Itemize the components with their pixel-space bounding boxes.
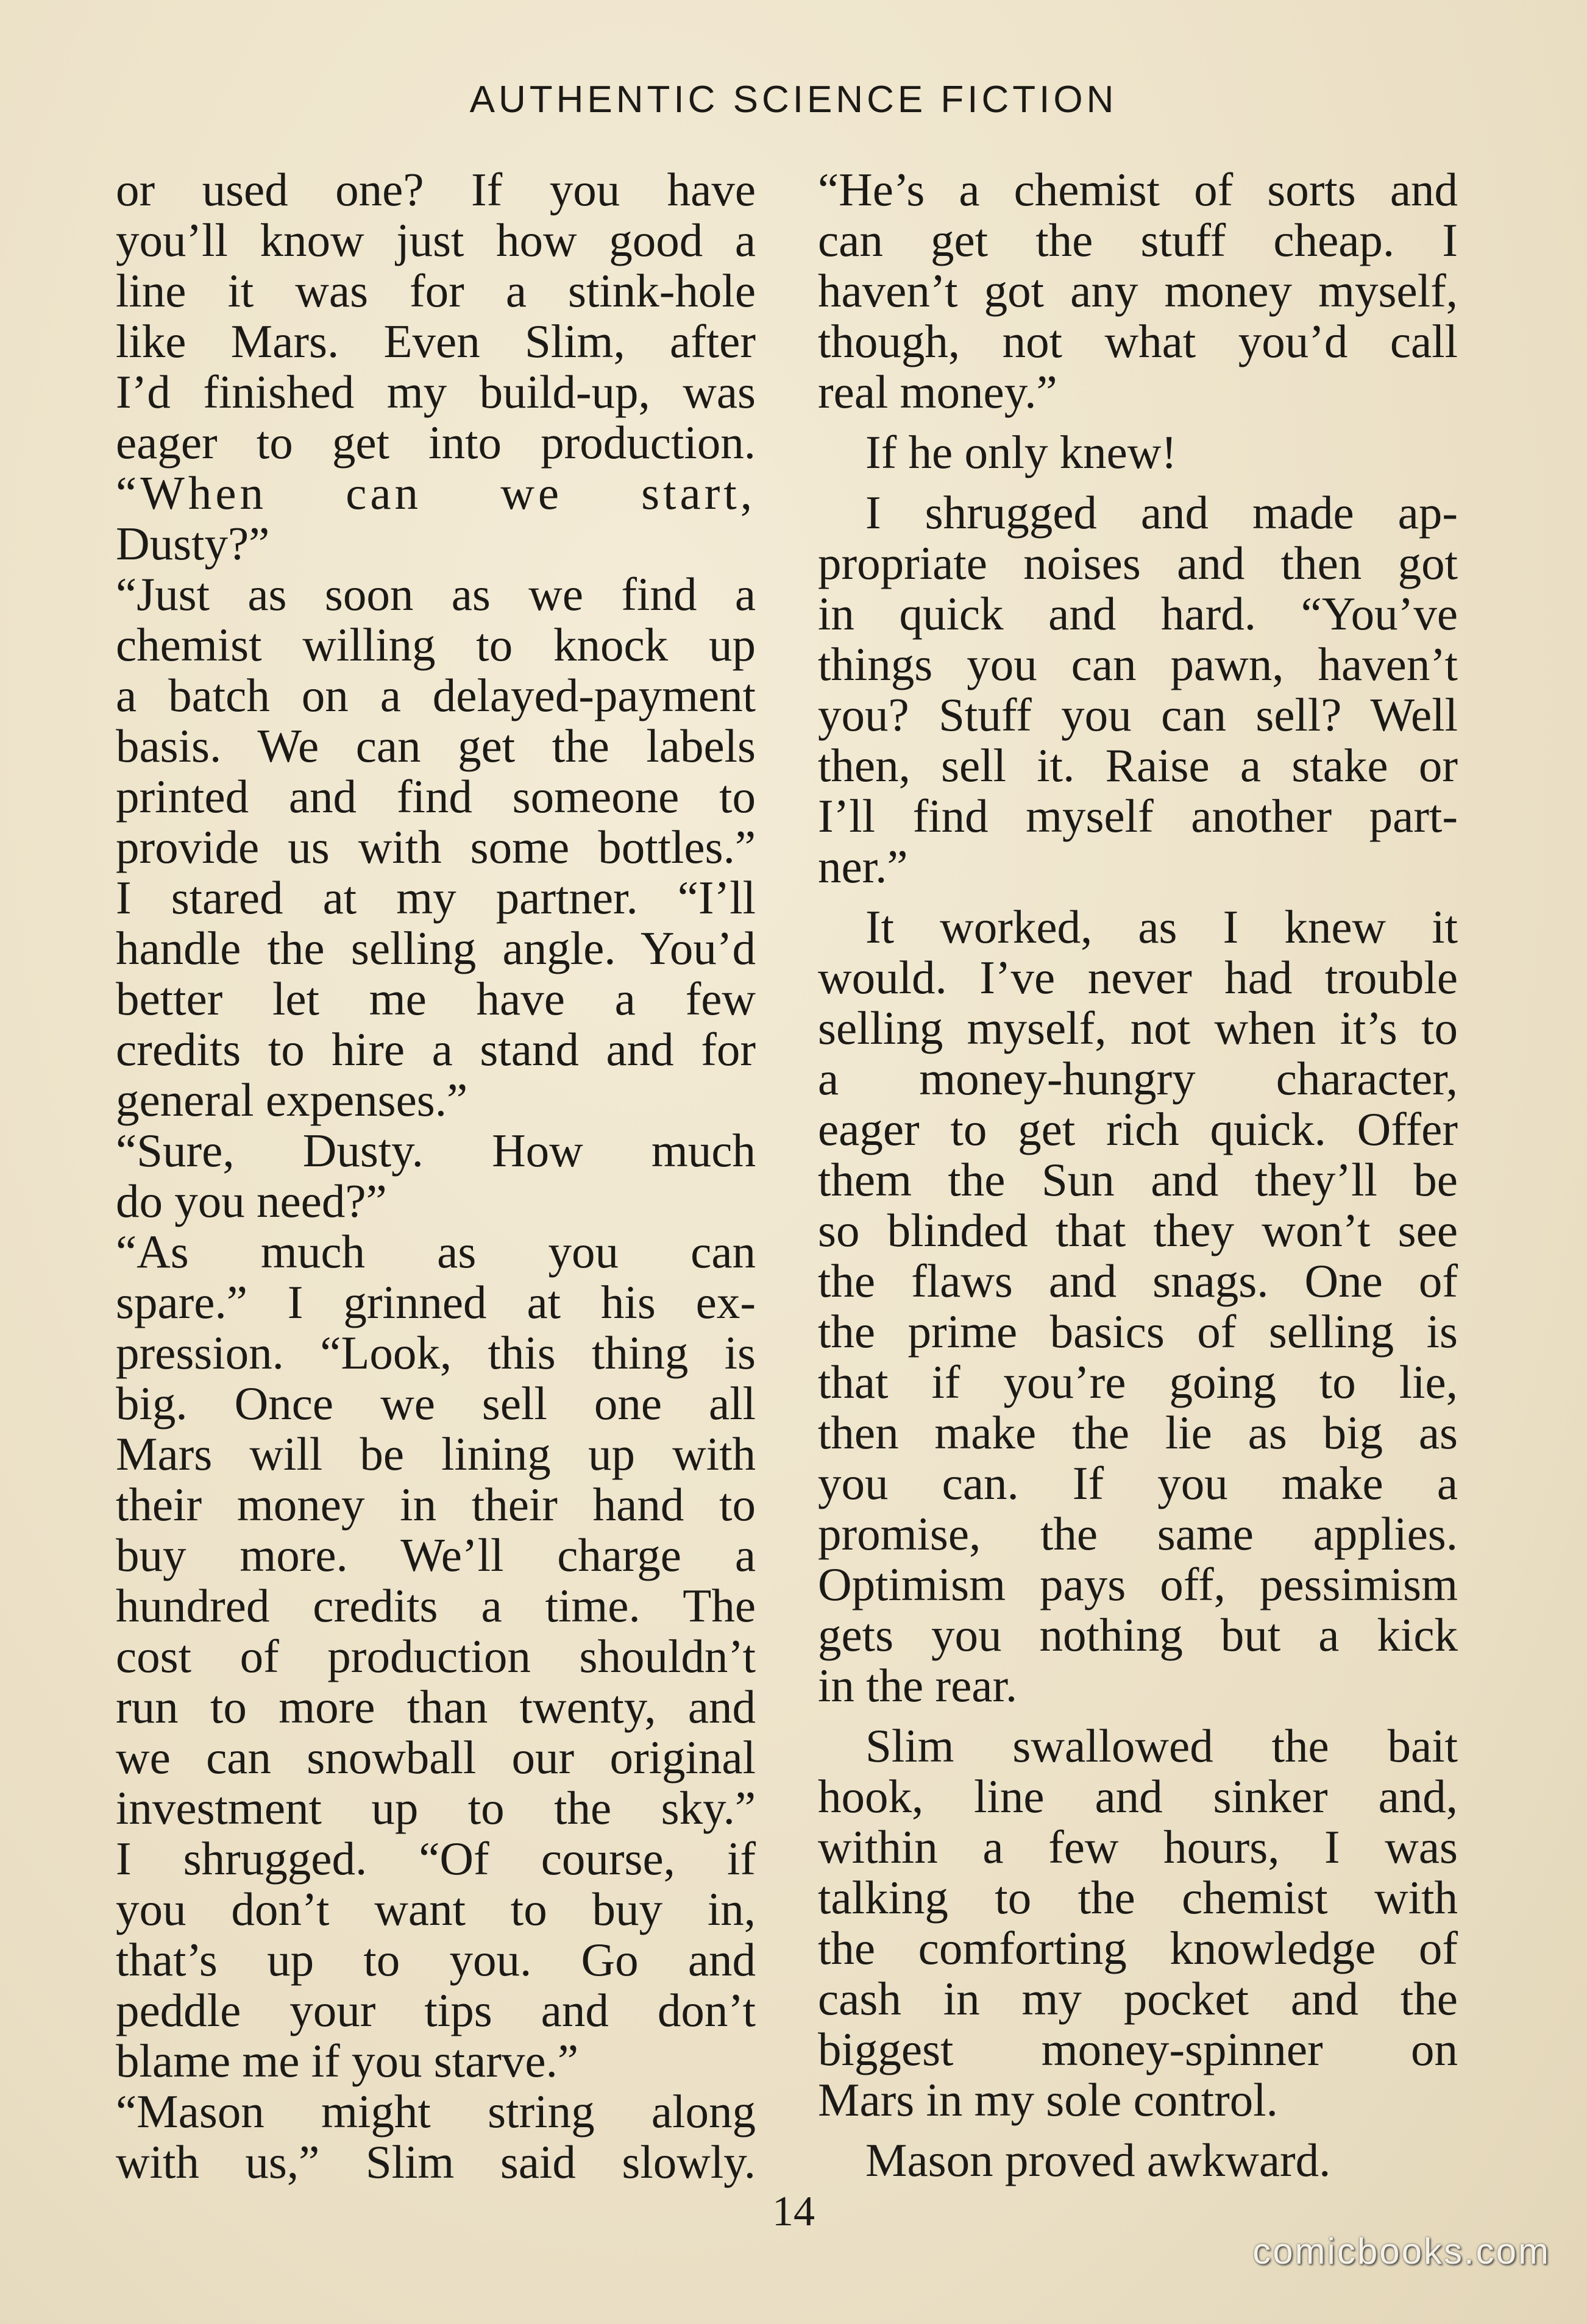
text-line: you’ll know just how good a	[116, 214, 756, 266]
watermark: comicbooks.com	[1252, 2231, 1550, 2272]
text-line: a batch on a delayed-payment	[116, 669, 756, 721]
text-line: “Mason might string along	[116, 2085, 756, 2138]
running-title: AUTHENTIC SCIENCE FICTION	[469, 79, 1118, 121]
left-text-column	[116, 165, 756, 2188]
text-line: peddle your tips and don’t	[116, 1984, 756, 2036]
text-line: spare.” I grinned at his ex-	[116, 1276, 756, 1328]
text-line: the comforting knowledge of	[818, 1922, 1458, 1974]
text-line: credits to hire a stand and for	[116, 1023, 756, 1075]
text-line: I shrugged. “Of course, if	[116, 1832, 756, 1885]
text-line: It worked, as I knew it	[865, 901, 1458, 953]
text-line: biggest money-spinner on	[818, 2023, 1458, 2075]
text-line: line it was for a stink-hole	[116, 264, 756, 317]
text-line: the flaws and snags. One of	[818, 1255, 1458, 1307]
text-line: eager to get into production.	[116, 416, 756, 469]
text-line: pression. “Look, this thing is	[116, 1327, 756, 1379]
text-line: “As much as you can	[116, 1225, 756, 1278]
text-line: in the rear.	[818, 1659, 1018, 1712]
text-line: like Mars. Even Slim, after	[116, 315, 756, 367]
text-line: talking to the chemist with	[818, 1871, 1458, 1924]
text-line: that’s up to you. Go and	[116, 1933, 756, 1986]
text-line: though, not what you’d call	[818, 315, 1458, 367]
text-line: I stared at my partner. “I’ll	[116, 871, 756, 924]
text-line: them the Sun and they’ll be	[818, 1153, 1458, 1206]
text-line: gets you nothing but a kick	[818, 1609, 1458, 1661]
text-line: do you need?”	[116, 1175, 387, 1227]
text-line: eager to get rich quick. Offer	[818, 1103, 1458, 1155]
text-line: cash in my pocket and the	[818, 1972, 1458, 2025]
text-line: general expenses.”	[116, 1074, 468, 1126]
text-line: I’d finished my build-up, was	[116, 366, 756, 418]
text-line: run to more than twenty, and	[116, 1681, 756, 1733]
text-line: basis. We can get the labels	[116, 720, 756, 772]
text-line: with us,” Slim said slowly.	[116, 2136, 756, 2188]
text-line: within a few hours, I was	[818, 1821, 1458, 1873]
text-line: printed and find someone to	[116, 770, 756, 823]
text-line: Mars in my sole control.	[818, 2074, 1278, 2126]
text-line: hundred credits a time. The	[116, 1579, 756, 1632]
text-line: better let me have a few	[116, 972, 756, 1025]
text-line: If he only knew!	[865, 426, 1177, 478]
text-line: blame me if you starve.”	[116, 2035, 579, 2087]
text-line: then make the lie as big as	[818, 1406, 1458, 1459]
text-line: I’ll find myself another part-	[818, 790, 1458, 842]
text-line: that if you’re going to lie,	[818, 1356, 1458, 1408]
text-line: selling myself, not when it’s to	[818, 1002, 1458, 1054]
text-line: “Sure, Dusty. How much	[116, 1124, 756, 1177]
text-line: a money-hungry character,	[818, 1052, 1458, 1105]
text-line: things you can pawn, haven’t	[818, 638, 1458, 690]
text-line: you don’t want to buy in,	[116, 1883, 756, 1935]
text-line: can get the stuff cheap. I	[818, 214, 1458, 266]
text-line: or used one? If you have	[116, 163, 756, 216]
text-line: their money in their hand to	[116, 1478, 756, 1531]
text-line: we can snowball our original	[116, 1731, 756, 1784]
text-line: promise, the same applies.	[818, 1507, 1458, 1560]
text-line: so blinded that they won’t see	[818, 1204, 1458, 1256]
text-line: investment up to the sky.”	[116, 1782, 756, 1834]
text-line: Slim swallowed the bait	[865, 1720, 1458, 1772]
text-line: “He’s a chemist of sorts and	[818, 163, 1458, 216]
text-line: provide us with some bottles.”	[116, 821, 756, 873]
text-line: in quick and hard. “You’ve	[818, 587, 1458, 640]
text-line: haven’t got any money myself,	[818, 264, 1458, 317]
text-line: “When can we start,	[116, 467, 756, 519]
text-line: hook, line and sinker and,	[818, 1770, 1458, 1823]
text-line: you? Stuff you can sell? Well	[818, 689, 1458, 741]
text-line: the prime basics of selling is	[818, 1305, 1458, 1358]
text-line: ner.”	[818, 840, 908, 893]
text-line: “Just as soon as we find a	[116, 568, 756, 620]
right-text-column	[818, 165, 1458, 2186]
text-line: Optimism pays off, pessimism	[818, 1558, 1458, 1610]
text-line: Mason proved awkward.	[865, 2134, 1331, 2186]
text-line: Mars will be lining up with	[116, 1428, 756, 1480]
text-line: then, sell it. Raise a stake or	[818, 739, 1458, 792]
text-line: big. Once we sell one all	[116, 1377, 756, 1429]
text-line: handle the selling angle. You’d	[116, 922, 756, 974]
text-line: you can. If you make a	[818, 1457, 1458, 1509]
text-line: Dusty?”	[116, 517, 270, 570]
text-line: would. I’ve never had trouble	[818, 951, 1458, 1004]
text-line: buy more. We’ll charge a	[116, 1529, 756, 1581]
text-line: cost of production shouldn’t	[116, 1630, 756, 1682]
text-line: I shrugged and made ap-	[865, 486, 1458, 539]
text-line: real money.”	[818, 366, 1057, 418]
page-number: 14	[772, 2188, 815, 2235]
text-line: propriate noises and then got	[818, 537, 1458, 589]
text-line: chemist willing to knock up	[116, 618, 756, 671]
